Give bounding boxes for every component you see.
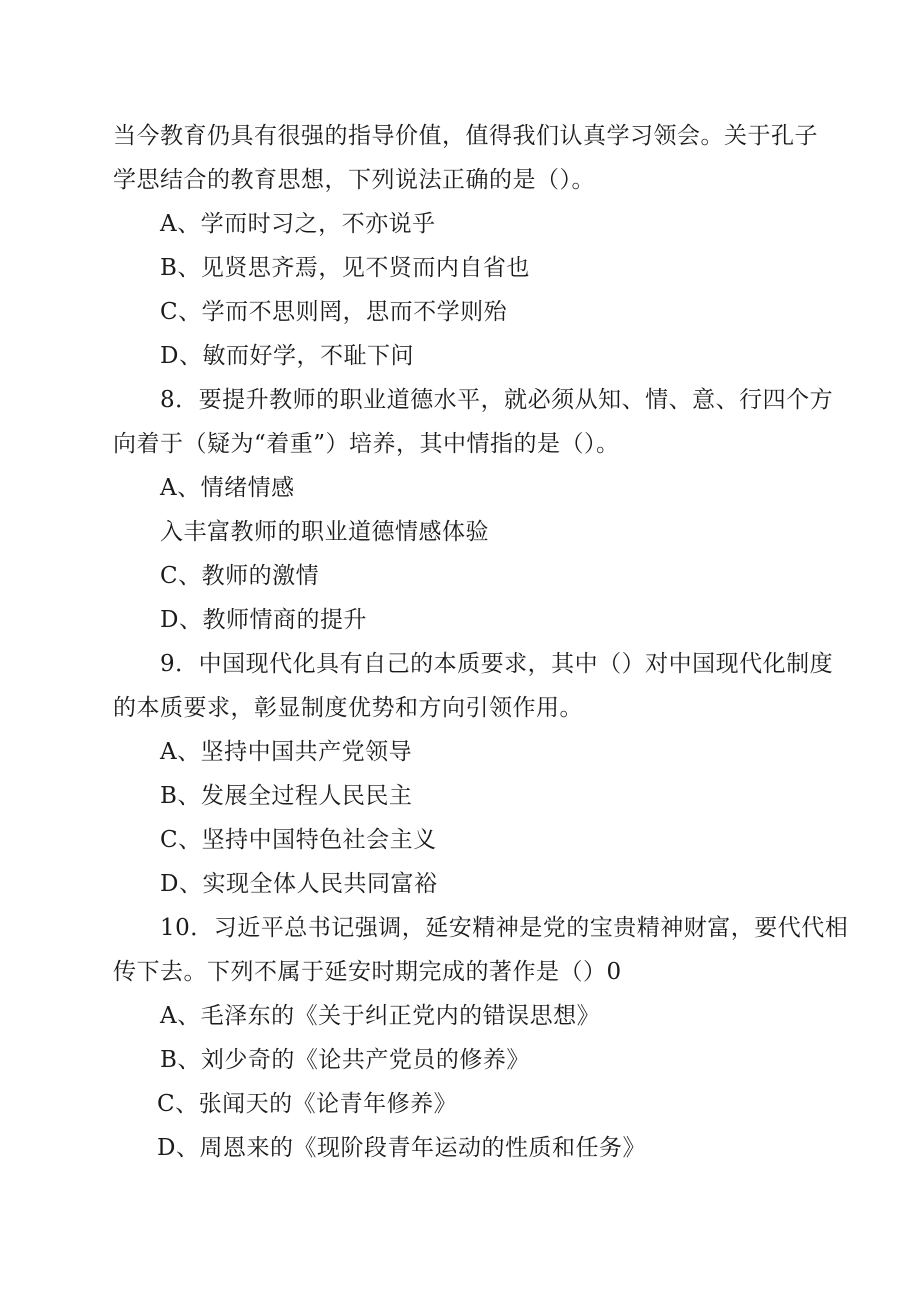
option-line: B、见贤思齐焉，见不贤而内自省也 bbox=[160, 255, 530, 281]
option-line: B、刘少奇的《论共产党员的修养》 bbox=[160, 1047, 530, 1073]
option-line: D、敏而好学，不耻下问 bbox=[160, 343, 414, 369]
paragraph-line: 当今教育仍具有很强的指导价值，值得我们认真学习领会。关于孔子 bbox=[113, 123, 818, 149]
option-line: C、坚持中国特色社会主义 bbox=[160, 827, 437, 853]
option-line: B、发展全过程人民民主 bbox=[160, 783, 413, 809]
option-line: A、情绪情感 bbox=[160, 475, 295, 501]
paragraph-line: 向着于（疑为“着重”）培养，其中情指的是（）。 bbox=[113, 431, 620, 457]
paragraph-line: 传下去。下列不属于延安时期完成的著作是（）0 bbox=[113, 959, 622, 985]
question-line: 9．中国现代化具有自己的本质要求，其中（）对中国现代化制度 bbox=[160, 651, 834, 677]
option-line: A、学而时习之，不亦说乎 bbox=[160, 211, 436, 237]
paragraph-line: 学思结合的教育思想，下列说法正确的是（）。 bbox=[113, 167, 595, 193]
option-line: D、教师情商的提升 bbox=[160, 607, 367, 633]
paragraph-line: 的本质要求，彰显制度优势和方向引领作用。 bbox=[113, 695, 583, 721]
option-line: A、毛泽东的《关于纠正党内的错误思想》 bbox=[160, 1003, 601, 1029]
option-line: A、坚持中国共产党领导 bbox=[160, 739, 413, 765]
option-line: C、张闻天的《论青年修养》 bbox=[157, 1091, 458, 1117]
option-line: C、教师的激情 bbox=[160, 563, 320, 589]
option-line: D、周恩来的《现阶段青年运动的性质和任务》 bbox=[157, 1135, 646, 1161]
option-line: 入丰富教师的职业道德情感体验 bbox=[160, 519, 489, 545]
option-line: D、实现全体人民共同富裕 bbox=[160, 871, 438, 897]
option-line: C、学而不思则罔，思而不学则殆 bbox=[160, 299, 508, 325]
question-line: 8．要提升教师的职业道德水平，就必须从知、情、意、行四个方 bbox=[160, 387, 834, 413]
question-line: 10．习近平总书记强调，延安精神是党的宝贵精神财富，要代代相 bbox=[160, 915, 849, 941]
